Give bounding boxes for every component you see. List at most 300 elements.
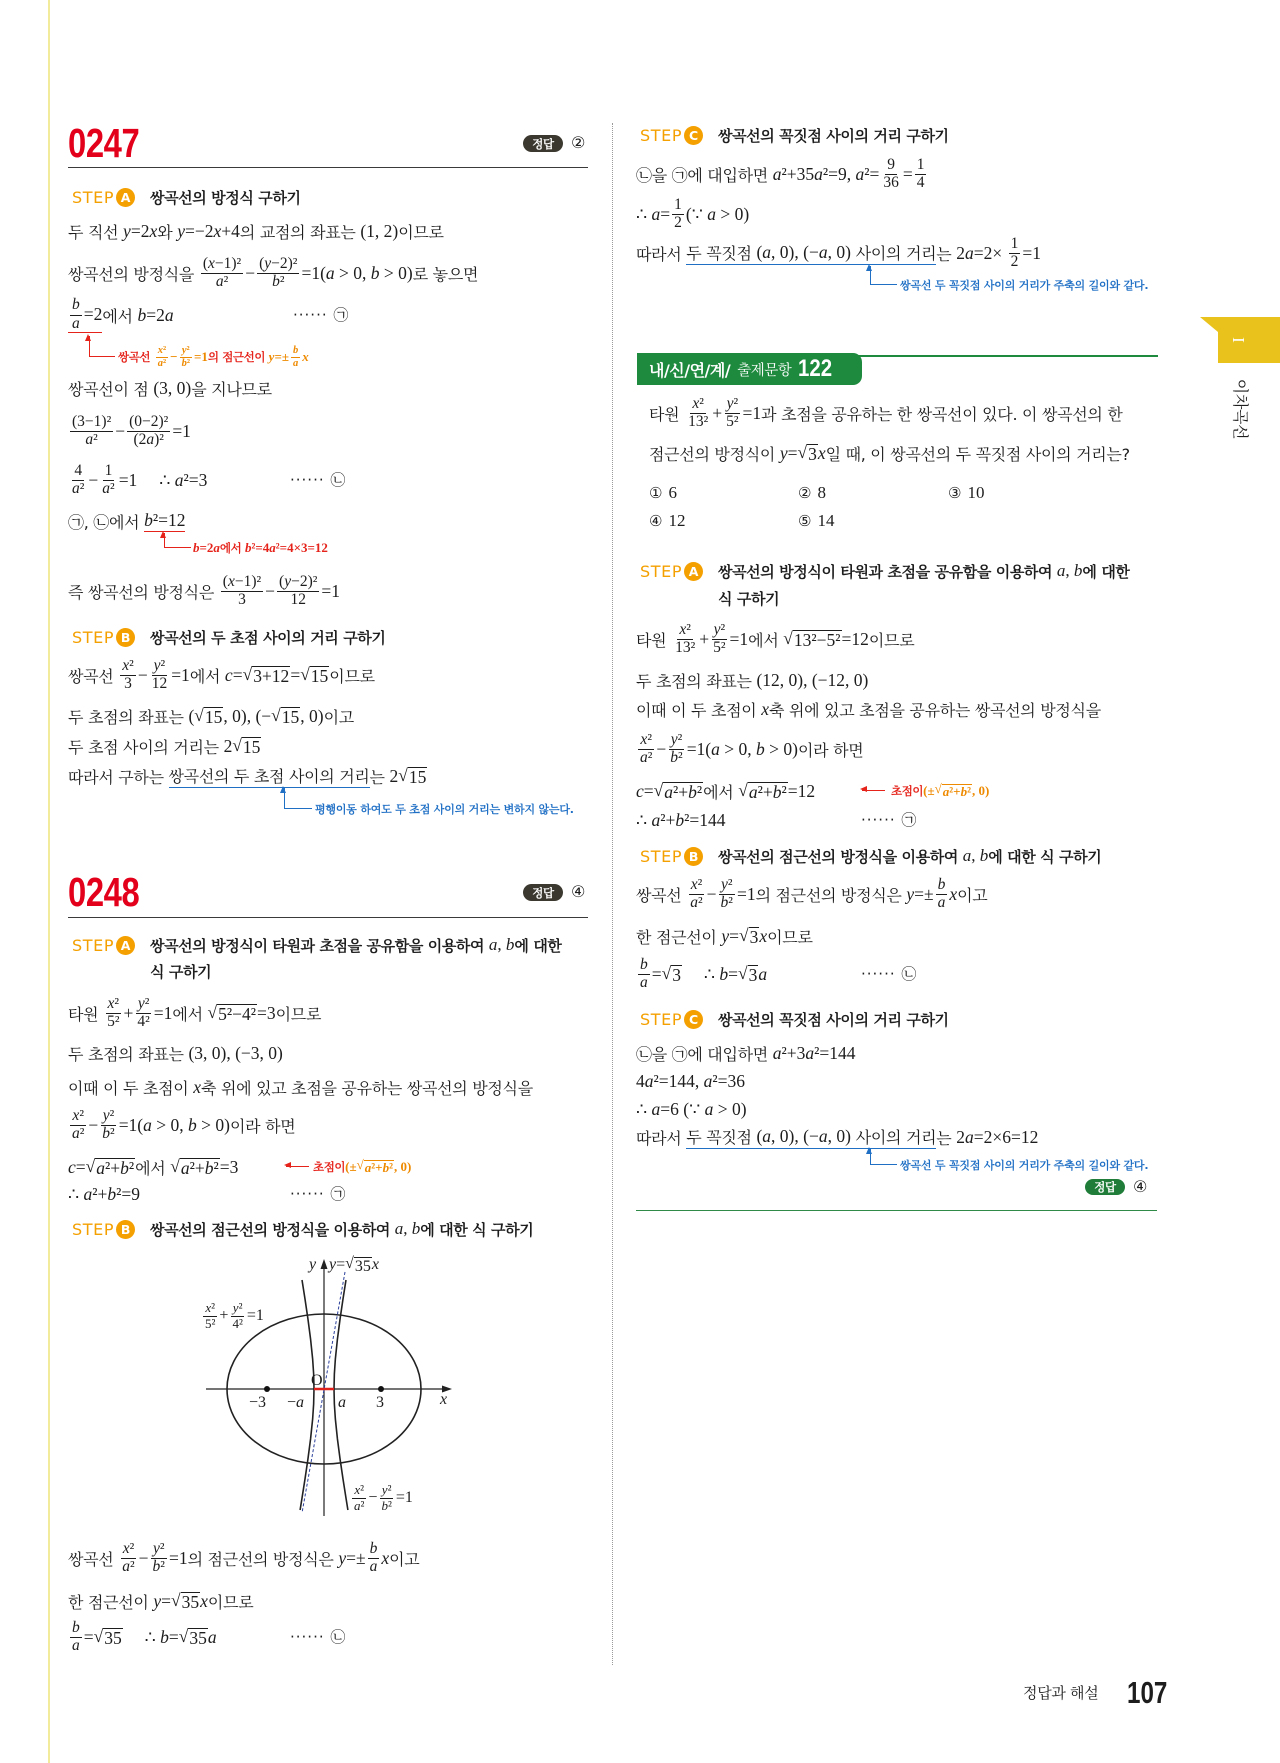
math-run: , 0) [971,783,990,798]
math-run: =12 [841,628,869,649]
denominator: b² [272,273,285,290]
denominator: b² [720,894,733,911]
denominator: a² [354,1498,365,1513]
text-run: 쌍곡선의 점근선의 방정식을 이용하여 [150,1220,395,1239]
math-run: a [207,1626,217,1647]
denominator: a² [85,431,98,448]
math-run: c= [224,664,243,685]
text-run: 쌍곡선의 꼭짓점 사이의 거리 구하기 [718,126,949,145]
math-run: ( [188,705,195,726]
text-run: 이고 [389,1549,420,1569]
math-run: =1 [168,1547,188,1568]
text-run: 따라서 [636,244,687,264]
text-run: 이므로 [207,1592,254,1612]
text-run: 쌍곡선의 꼭짓점 사이의 거리 구하기 [718,1010,949,1029]
solution-line [636,194,749,234]
denominator: a [640,974,648,991]
math-run: x [193,1076,202,1097]
radicand: 3 [808,443,817,464]
banner-number: 122 [798,355,833,382]
math-run: −3 [249,1394,267,1411]
arrow-left-icon [862,790,885,791]
square-root [662,963,682,985]
denominator: 5² [205,1316,216,1331]
solution-line [636,689,1101,729]
numerator: b [936,877,948,895]
text-run: 쌍곡선 두 꼭짓점 사이의 거리가 주축의 길이와 같다. [900,279,1149,292]
fraction [151,1541,167,1576]
math-run: a [758,963,768,984]
math-run: =3 [219,1156,239,1177]
hyperbola-equation-label [350,1483,413,1513]
math-run: ∴ a²+b²=144 [636,809,726,830]
numerator: 1 [103,463,115,481]
square-root [654,780,703,802]
radical-sign-icon: √ [93,1625,104,1646]
equation-marker: ······ ㉠ [290,1185,347,1203]
math-run: y=± [268,349,289,364]
denominator: a² [157,358,167,369]
denominator: a [292,358,299,369]
text-run: ㉡을 ㉠에 대입하면 [636,1044,773,1064]
numerator: y² [719,877,735,895]
radicand: a²+b² [96,1157,135,1178]
fraction [379,1483,393,1512]
equation-marker: ······ ㉡ [290,471,347,489]
radicand: a²+b² [748,781,787,802]
math-run: − [170,349,178,364]
fraction [368,1541,380,1576]
fraction [1009,236,1021,271]
radicand: 35 [189,1627,207,1648]
fraction [127,414,170,449]
text-run: 평행이동 하여도 두 초점 사이의 거리는 변하지 않는다. [315,803,574,816]
radical-sign-icon: √ [738,779,748,800]
text-run: 일 때, 이 쌍곡선의 두 꼭짓점 사이의 거리는? [825,444,1130,464]
math-run: c= [68,1156,86,1177]
step-label-group [72,1220,150,1239]
radicand: 15 [281,706,300,727]
numerator: 9 [885,157,897,175]
text-run: 한 점근선이 [636,927,722,947]
text-run: 식 구하기 [718,589,780,608]
arrow-up-icon [284,788,312,809]
text-run: 축 위에 있고 초점을 공유하는 쌍곡선의 방정식을 [201,1078,533,1098]
answer-badge: 정답 [523,884,563,901]
radicand: 15 [408,766,427,787]
math-run: y=± [338,1547,366,1568]
text-run: 는 [936,244,957,264]
solution-line [68,655,375,695]
fraction [277,574,319,609]
radical-sign-icon: √ [739,924,749,945]
answer-value: ④ [1133,1177,1148,1196]
radicand: 35 [354,1257,371,1275]
numerator: x² [690,396,706,414]
text-run: 이라 하면 [229,1116,296,1136]
solution-line [68,253,478,293]
fraction [150,658,170,693]
denominator: 2 [1010,253,1019,270]
step-label-group [72,628,150,647]
square-root [398,765,427,787]
fraction [201,256,243,291]
fraction [673,622,697,657]
math-run: =1 [742,402,762,423]
step-label-group [640,562,718,581]
fraction [711,622,727,657]
denominator: a [72,1637,80,1654]
numerator: 1 [1009,236,1021,254]
denominator: 4 [916,174,925,191]
text-run: 타원 [649,404,685,424]
numerator: y² [152,658,168,676]
fraction [638,732,654,767]
square-root [232,735,261,757]
text-run: 에서 [172,1004,208,1024]
option-value: 14 [817,511,835,530]
math-run: 2a=2× [956,242,1007,263]
denominator: b² [181,358,190,369]
tick-label [249,1388,266,1418]
math-run: y= [329,1256,346,1273]
math-run: b=2a [137,304,174,325]
denominator: a [369,1558,378,1575]
math-run: 2a=2×6=12 [956,1126,1039,1147]
radical-sign-icon: √ [178,1625,189,1646]
denominator: 5² [726,413,739,430]
text-run: 따라서 구하는 [68,767,169,787]
math-run: a²+3a²=144 [772,1042,856,1063]
math-run: =1 [321,580,341,601]
text-run: 쌍곡선의 점근선의 방정식을 이용하여 [718,847,963,866]
math-run: − [265,580,276,601]
radical-sign-icon: √ [661,962,672,983]
math-run: ∴ b= [681,963,738,984]
radical-sign-icon: √ [300,663,310,684]
numerator: b [638,957,650,975]
radical-sign-icon: √ [194,704,204,725]
fraction [936,877,948,912]
math-run: =1 [172,420,191,441]
solution-line [636,916,813,956]
math-run: , 0) [300,705,324,726]
radical-sign-icon: √ [345,1254,354,1272]
math-run: x [200,1590,208,1611]
step-label-group [72,188,150,207]
radical-sign-icon: √ [653,779,664,800]
fraction [100,463,116,498]
option-mark: ③ [948,484,962,502]
step-b-header [72,1216,533,1242]
step-label: STEP [640,846,683,866]
fraction [352,1483,366,1512]
square-root [271,705,300,727]
text-run: 에서 [189,666,225,686]
math-run: =12 [787,780,816,801]
problem-number-0247: 0247 [68,120,140,166]
text-run: 쌍곡선 두 꼭짓점 사이의 거리가 주축의 길이와 같다. [900,1159,1149,1172]
numerator: y² [725,396,741,414]
math-run: x [817,442,826,463]
denominator: 12 [290,591,306,608]
solution-line [68,1174,140,1214]
solution-line [636,729,863,769]
radicand: a²+b² [664,781,703,802]
square-root [243,664,291,686]
math-run: b²=4a²=4×3=12 [244,540,328,555]
numerator: x² [120,658,136,676]
fraction [105,996,121,1031]
denominator: 36 [883,174,899,191]
numerator: x² [156,345,168,358]
math-run: (12, 0), (−12, 0) [756,669,869,690]
equation-marker: ······ ㉠ [861,811,918,829]
tick-label [287,1388,304,1418]
text-run: 타원 [636,630,672,650]
math-run: b²=12 [144,510,186,530]
text-run: 을 지나므로 [191,379,272,399]
option-value: 6 [668,483,677,502]
step-label-group [640,847,718,866]
text-run: 쌍곡선 [636,885,687,905]
solution-line [68,1581,253,1621]
math-run: − [138,1547,149,1568]
radicand: a²+b² [364,1160,393,1176]
denominator: a² [690,894,703,911]
text-run: 점근선의 방정식이 [649,444,780,464]
solution-line [68,756,427,796]
math-run: =1(a > 0, b > 0) [686,738,798,759]
numerator: y² [180,345,192,358]
arrow-up-icon [164,533,191,548]
fraction [70,1620,82,1655]
math-run: ∴ a²+b²=9 [68,1183,141,1204]
text-run: 두 초점의 좌표는 [68,707,189,727]
square-root [739,925,759,947]
problem-statement-line [649,433,1130,473]
asymptote-label [329,1250,379,1280]
y-axis-arrow-icon [321,1259,328,1269]
math-run: x [440,1391,448,1408]
text-run: 에서 [748,630,784,650]
math-run: y [309,1256,317,1273]
ellipse-equation-label [201,1301,264,1331]
math-run: y=± [906,883,934,904]
fraction [135,996,151,1031]
math-run: 2 [223,735,233,756]
radical-sign-icon: √ [356,1157,364,1173]
step-letter-badge: B [116,628,135,647]
text-run: 이라 하면 [797,740,864,760]
section-rule [68,917,588,918]
math-run: + [712,402,723,423]
text-run: 는 [936,1128,957,1148]
math-run: ∴ a²=3 [137,469,208,490]
denominator: a² [215,273,229,290]
text-run: 의 교점의 좌표는 [239,222,361,242]
step-letter-badge: A [684,562,703,581]
radical-sign-icon: √ [242,663,253,684]
square-root [345,1255,372,1276]
denominator: 12 [151,675,168,692]
numerator: y² [151,1541,167,1559]
page-number: 107 [1127,1675,1168,1710]
text-run: 이고 [957,885,988,905]
solution-line [68,993,321,1033]
step-c-header [640,1006,949,1032]
radical-sign-icon: √ [207,1001,218,1022]
denominator: 13² [675,639,696,656]
equation-marker: ······ ㉡ [861,965,918,983]
fraction [120,658,136,693]
banner-series: 내/신/연/계/ [649,360,731,380]
text-run: 쌍곡선의 방정식이 타원과 초점을 공유함을 이용하여 [150,936,489,955]
denominator: a [937,894,946,911]
solution-line [636,874,987,914]
option-mark: ⑤ [798,512,812,530]
numerator: y² [101,1108,117,1126]
math-run: − [245,262,256,283]
text-run: 의 점근선이 [207,350,269,364]
step-a-header [72,932,562,958]
radical-sign-icon: √ [797,441,808,462]
math-run: = [902,163,913,184]
text-run: 이때 이 두 초점이 [636,700,762,720]
numerator: b [70,1620,82,1638]
text-run: 과 초점을 공유하는 한 쌍곡선이 있다. 이 쌍곡선의 한 [761,404,1123,424]
numerator: (y−2)² [277,574,319,592]
text-run: 사이의 거리 [850,244,937,263]
option-value: 10 [967,483,985,502]
math-run: = [83,1626,94,1647]
denominator: a² [122,1558,135,1575]
text-run: 두 꼭짓점 [686,244,757,263]
y-axis-label [309,1250,316,1280]
answer-option-2 [798,481,826,505]
radicand: 15 [204,706,223,727]
math-run: (3, 0), (−3, 0) [188,1042,283,1063]
step-label-group [640,126,718,145]
arrow-up-icon [89,336,115,357]
answer-option-4 [649,509,685,533]
square-root [738,780,787,802]
math-run: a, b [1056,561,1083,580]
denominator: 3 [238,591,246,608]
math-run: − [137,664,148,685]
solution-line [68,1105,295,1145]
math-run: ∴ a= [636,203,671,224]
step-letter-badge: B [684,847,703,866]
numerator: b [70,297,82,315]
denominator: a² [72,1125,85,1142]
step-title [718,1009,949,1030]
math-run: (3, 0) [153,377,192,398]
underlined-group [68,297,102,333]
fraction [686,396,710,431]
radicand: 3 [672,964,681,985]
text-run: 쌍곡선 [68,666,119,686]
text-run: 쌍곡선의 두 초점 사이의 거리 [168,767,370,786]
denominator: b² [102,1125,115,1142]
annotation-note [900,270,1148,300]
math-run: (a, 0), (−a, 0) [756,1126,851,1146]
denominator: 4² [137,1013,150,1030]
fraction [156,345,168,369]
annotation-note [315,794,574,824]
numerator: x² [354,1482,365,1498]
math-run: (a, 0), (−a, 0) [756,242,851,262]
radical-sign-icon: √ [398,764,408,785]
text-run: 사이의 거리 [850,1128,937,1147]
footer-label: 정답과 해설 [1023,1684,1099,1702]
text-run: 에 대한 [514,936,562,955]
radical-sign-icon: √ [271,704,281,725]
numerator: x² [121,1541,137,1559]
radicand: 3+12 [253,665,290,686]
numerator: y² [381,1482,392,1498]
math-run: , 0) [393,1159,412,1174]
text-run: 의 점근선의 방정식은 [755,885,907,905]
text-run: 는 [369,767,390,787]
fraction [180,345,192,369]
math-run: =1(a > 0, b > 0) [301,262,413,283]
fraction [668,732,684,767]
numerator: y² [669,732,685,750]
text-run: 쌍곡선의 방정식이 타원과 초점을 공유함을 이용하여 [718,562,1057,581]
radical-sign-icon: √ [934,781,942,797]
math-run: c= [636,780,654,801]
step-title [150,187,301,208]
banner-rule [855,355,1158,357]
fraction [638,957,650,992]
solution-line [68,1538,419,1578]
math-run: y= [153,1590,172,1611]
annotation-note [313,1152,411,1182]
step-title [150,935,562,956]
option-mark: ② [798,484,812,502]
radicand: 35 [104,1627,122,1648]
text-run: 쌍곡선의 방정식 구하기 [150,188,301,207]
math-run: (± [345,1159,357,1174]
numerator: x² [205,1300,216,1316]
text-run: 식 구하기 [150,962,212,981]
problem-number-0248: 0248 [68,869,140,915]
answer-value: ④ [571,882,586,901]
math-run: (1, 2) [360,220,399,241]
text-run: 두 꼭짓점 [686,1128,757,1147]
fraction [672,197,684,232]
math-run: =1 [246,1307,264,1324]
underlined-group [169,764,370,788]
step-label: STEP [72,187,115,207]
text-run: 에 대한 식 구하기 [988,847,1102,866]
math-run: 2 [389,765,399,786]
radical-sign-icon: √ [170,1155,180,1176]
math-run: − [115,420,126,441]
text-run: 쌍곡선 [68,1549,119,1569]
math-run: 4a²=144, a²=36 [636,1070,745,1091]
math-run: − [656,738,667,759]
radicand: 3 [748,964,758,985]
fraction [70,297,82,332]
square-root [208,1002,257,1024]
radicand: 15 [310,665,329,686]
annotation-note [900,1150,1148,1180]
square-root [300,664,329,686]
math-run: x [949,883,958,904]
math-run: =2 [83,304,103,324]
